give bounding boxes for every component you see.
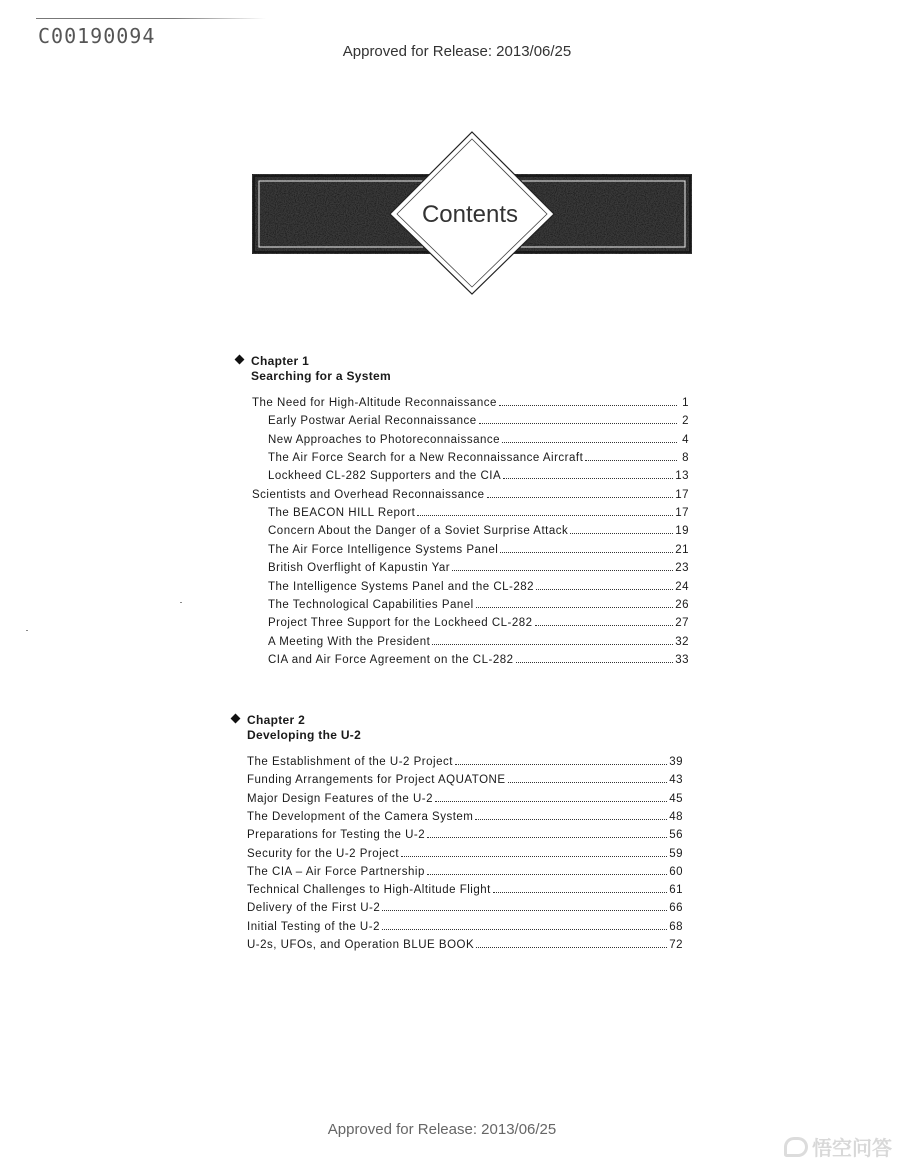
- toc-entry-title: Delivery of the First U-2: [247, 902, 381, 914]
- toc-page-number: 13: [675, 470, 689, 482]
- toc-page-number: 21: [675, 544, 689, 556]
- release-stamp-bottom: Approved for Release: 2013/06/25: [327, 1121, 557, 1138]
- toc-entry-title: The Need for High-Altitude Reconnaissance: [252, 397, 497, 409]
- toc-page-number: 66: [669, 902, 683, 914]
- toc-entry[interactable]: [268, 467, 689, 483]
- toc-page-number: 8: [682, 452, 689, 464]
- watermark: [784, 1132, 892, 1161]
- toc-entry-title: A Meeting With the President: [268, 636, 431, 648]
- toc-entry-title: British Overflight of Kapustin Yar: [268, 562, 451, 574]
- dot-leader: [479, 412, 677, 424]
- toc-entry-title: Lockheed CL-282 Supporters and the CIA: [268, 470, 502, 482]
- toc-page-number: 24: [675, 581, 689, 593]
- toc-page-number: 56: [669, 829, 683, 841]
- toc-page-number: 60: [669, 866, 683, 878]
- toc-page-number: 59: [669, 848, 683, 860]
- banner-title: Contents: [421, 201, 519, 228]
- toc-entry-title: Project Three Support for the Lockheed CL-282: [268, 617, 533, 629]
- chapter-label: Chapter 2: [247, 713, 306, 727]
- toc-page-number: 39: [669, 756, 683, 768]
- toc-page-number: 48: [669, 811, 683, 823]
- chat-bubble-icon: [784, 1137, 808, 1157]
- toc-entry[interactable]: [247, 936, 683, 952]
- toc-entry-title: The Establishment of the U-2 Project: [247, 756, 453, 768]
- toc-entry[interactable]: [247, 881, 683, 897]
- toc-page-number: 23: [675, 562, 689, 574]
- scan-speck: [180, 602, 182, 603]
- chapter-title: Developing the U-2: [247, 728, 362, 742]
- dot-leader: [500, 541, 673, 553]
- toc-page-number: 27: [675, 617, 689, 629]
- toc-entry-title: New Approaches to Photoreconnaissance: [268, 434, 501, 446]
- toc-entry[interactable]: [268, 578, 689, 594]
- toc-page-number: 26: [675, 599, 689, 611]
- toc-page-number: 45: [669, 793, 683, 805]
- dot-leader: [536, 578, 673, 590]
- watermark-text: 悟空问答: [812, 1138, 892, 1160]
- toc-entry-title: Concern About the Danger of a Soviet Surprise Attack: [268, 525, 569, 537]
- toc-entry[interactable]: [252, 394, 689, 410]
- toc-page-number: 33: [675, 654, 689, 666]
- toc-page-number: 43: [669, 774, 683, 786]
- toc-page-number: 1: [682, 397, 689, 409]
- toc-page-number: 72: [669, 939, 683, 951]
- toc-entry[interactable]: [247, 753, 683, 769]
- toc-entry[interactable]: [268, 614, 689, 630]
- toc-entry-title: The Air Force Search for a New Reconnaissance Aircraft: [268, 452, 584, 464]
- toc-entry-title: The Technological Capabilities Panel: [268, 599, 474, 611]
- dot-leader: [382, 918, 667, 930]
- toc-page-number: 4: [682, 434, 689, 446]
- dot-leader: [475, 808, 667, 820]
- dot-leader: [417, 504, 673, 516]
- toc-entry[interactable]: [247, 790, 683, 806]
- dot-leader: [585, 449, 677, 461]
- toc-entry-title: The Intelligence Systems Panel and the CL-282: [268, 581, 535, 593]
- toc-entry[interactable]: [268, 449, 689, 465]
- dot-leader: [502, 431, 677, 443]
- chapter-label: Chapter 1: [251, 354, 310, 368]
- toc-entry[interactable]: [268, 559, 689, 575]
- toc-entry-title: Initial Testing of the U-2: [247, 921, 380, 933]
- toc-page-number: 32: [675, 636, 689, 648]
- toc-entry[interactable]: [252, 486, 689, 502]
- toc-entry[interactable]: [247, 918, 683, 934]
- toc-entry[interactable]: [247, 899, 683, 915]
- toc-entry[interactable]: [247, 826, 683, 842]
- toc-entry[interactable]: [268, 596, 689, 612]
- toc-page-number: 17: [675, 507, 689, 519]
- chapter-bullet-icon: [231, 714, 241, 724]
- header-rule: [36, 18, 266, 19]
- toc-entry-title: The BEACON HILL Report: [268, 507, 416, 519]
- dot-leader: [487, 486, 674, 498]
- toc-entry-title: Major Design Features of the U-2: [247, 793, 434, 805]
- toc-entry-title: Scientists and Overhead Reconnaissance: [252, 489, 485, 501]
- contents-banner: [252, 130, 692, 295]
- chapter-heading: [251, 354, 391, 383]
- toc-entry[interactable]: [268, 504, 689, 520]
- toc-entry[interactable]: [247, 771, 683, 787]
- toc-entry-title: U-2s, UFOs, and Operation BLUE BOOK: [247, 939, 475, 951]
- toc-entry-title: The CIA – Air Force Partnership: [247, 866, 425, 878]
- dot-leader: [432, 633, 673, 645]
- dot-leader: [401, 845, 667, 857]
- toc-entry-title: Preparations for Testing the U-2: [247, 829, 426, 841]
- toc-page-number: 17: [675, 489, 689, 501]
- toc-page-number: 68: [669, 921, 683, 933]
- toc-entry[interactable]: [268, 651, 689, 667]
- toc-entry-title: Technical Challenges to High-Altitude Flight: [247, 884, 491, 896]
- dot-leader: [435, 790, 667, 802]
- toc-entry-title: The Development of the Camera System: [247, 811, 474, 823]
- dot-leader: [452, 559, 673, 571]
- toc-entry[interactable]: [268, 541, 689, 557]
- toc-entry-title: The Air Force Intelligence Systems Panel: [268, 544, 499, 556]
- dot-leader: [503, 467, 673, 479]
- chapter-bullet-icon: [235, 355, 245, 365]
- dot-leader: [427, 826, 667, 838]
- dot-leader: [570, 522, 673, 534]
- toc-entry-title: Funding Arrangements for Project AQUATONE: [247, 774, 506, 786]
- document-id: C00190094: [38, 24, 156, 48]
- toc-entry[interactable]: [268, 522, 689, 538]
- toc-entry[interactable]: [247, 845, 683, 861]
- toc-entry[interactable]: [268, 412, 689, 428]
- dot-leader: [455, 753, 667, 765]
- dot-leader: [516, 651, 674, 663]
- scan-speck: [26, 630, 28, 631]
- dot-leader: [476, 596, 673, 608]
- dot-leader: [382, 899, 667, 911]
- toc-entry-title: Security for the U-2 Project: [247, 848, 400, 860]
- toc-entry[interactable]: [268, 431, 689, 447]
- toc-page-number: 19: [675, 525, 689, 537]
- dot-leader: [535, 614, 674, 626]
- chapter-title: Searching for a System: [251, 369, 391, 383]
- toc-entry-title: Early Postwar Aerial Reconnaissance: [268, 415, 477, 427]
- dot-leader: [427, 863, 667, 875]
- toc-entry[interactable]: [247, 808, 683, 824]
- toc-page-number: 2: [682, 415, 689, 427]
- toc-entry[interactable]: [268, 633, 689, 649]
- toc-entry-title: CIA and Air Force Agreement on the CL-282: [268, 654, 514, 666]
- dot-leader: [499, 394, 677, 406]
- chapter-heading: [247, 713, 361, 742]
- dot-leader: [508, 771, 668, 783]
- toc-page-number: 61: [669, 884, 683, 896]
- dot-leader: [476, 936, 667, 948]
- toc-entry[interactable]: [247, 863, 683, 879]
- dot-leader: [493, 881, 667, 893]
- release-stamp-top: Approved for Release: 2013/06/25: [342, 43, 572, 60]
